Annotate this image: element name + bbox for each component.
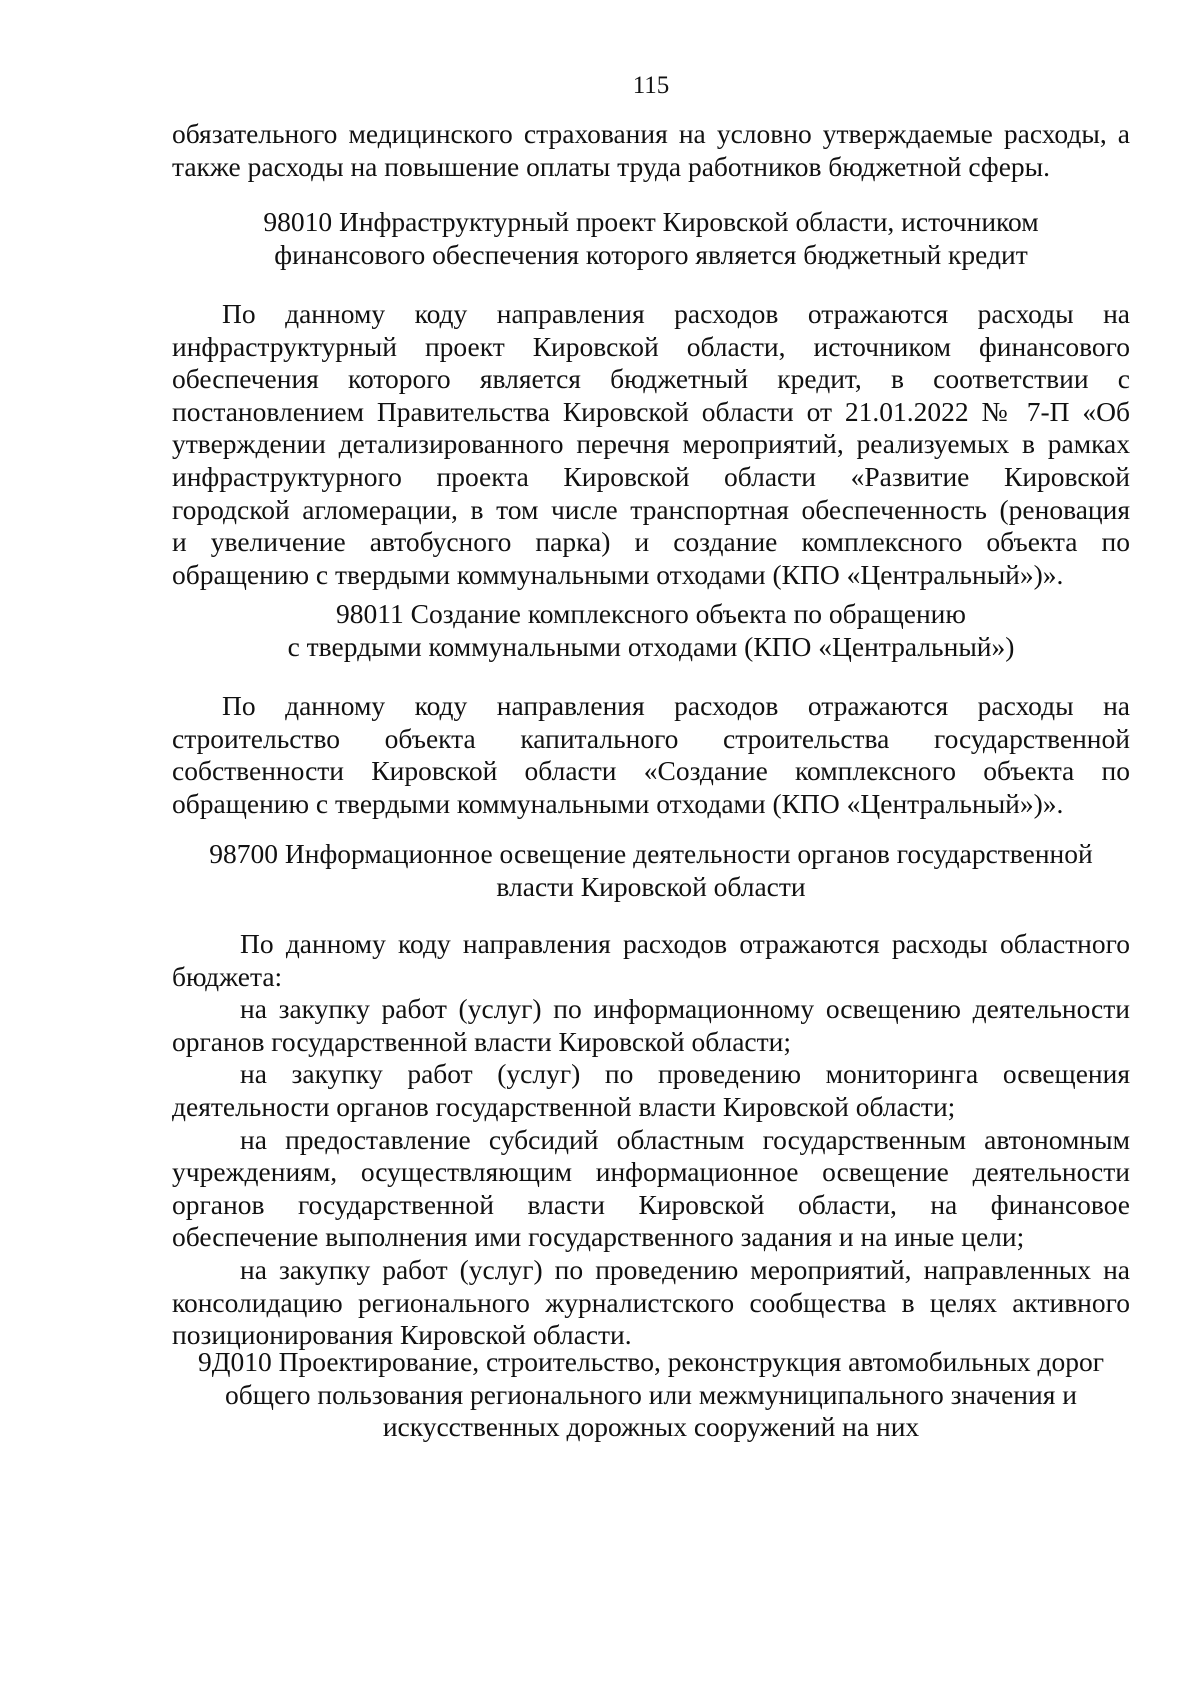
heading-line: с твердыми коммунальными отходами (КПО «Центральный»)	[287, 630, 1015, 662]
text-line: обращению с твердыми коммунальными отходами (КПО «Центральный»)».	[172, 558, 1064, 590]
section-heading-9D010	[172, 1346, 1130, 1444]
text-line: органов государственной власти Кировской области, на финансовое	[172, 1188, 1130, 1220]
section-body-98011	[172, 690, 1130, 820]
section-heading-98700	[172, 838, 1130, 903]
heading-line: искусственных дорожных сооружений на них	[382, 1411, 920, 1443]
text-line: строительство объекта капитального строительства государственной	[172, 722, 1130, 754]
heading-line: 9Д010 Проектирование, строительство, реконструкция автомобильных дорог	[197, 1346, 1105, 1377]
text-line: консолидацию регионального журналистского сообщества в целях активного	[172, 1286, 1130, 1318]
text-line: По данному коду направления расходов отражаются расходы областного	[240, 928, 1130, 959]
text-line: также расходы на повышение оплаты труда работников бюджетной сферы.	[172, 150, 1051, 182]
text-line: инфраструктурный проект Кировской области, источником финансового	[172, 330, 1130, 362]
section-heading-98011	[172, 598, 1130, 663]
page-number: 115	[632, 72, 670, 99]
text-line: обеспечения которого является бюджетный кредит, в соответствии с	[172, 363, 1130, 395]
section-body-98010	[172, 298, 1130, 591]
text-line: и увеличение автобусного парка) и создание комплексного объекта по	[172, 526, 1130, 558]
heading-line: 98700 Информационное освещение деятельности органов государственной	[209, 838, 1093, 869]
text-line: обеспечение выполнения ими государственного задания и на иные цели;	[172, 1221, 1025, 1253]
text-line: По данному коду направления расходов отражаются расходы на	[222, 298, 1130, 329]
heading-line: общего пользования регионального или межмуниципального значения и	[225, 1378, 1077, 1410]
text-line: на закупку работ (услуг) по информационному освещению деятельности	[240, 993, 1130, 1025]
text-line: утверждении детализированного перечня мероприятий, реализуемых в рамках	[172, 428, 1130, 460]
text-line: обращению с твердыми коммунальными отходами (КПО «Центральный»)».	[172, 787, 1064, 819]
text-line: постановлением Правительства Кировской области от 21.01.2022 № 7-П «Об	[172, 395, 1130, 427]
text-line: на предоставление субсидий областным государственным автономным	[240, 1123, 1130, 1155]
text-line: деятельности органов государственной власти Кировской области;	[172, 1090, 956, 1122]
heading-line: 98011 Создание комплексного объекта по обращению	[336, 598, 966, 629]
heading-line: 98010 Инфраструктурный проект Кировской области, источником	[263, 206, 1039, 237]
heading-line: власти Кировской области	[496, 870, 806, 902]
text-line: инфраструктурного проекта Кировской области «Развитие Кировской	[172, 460, 1130, 492]
text-line: городской агломерации, в том числе транспортная обеспеченность (реновация	[172, 493, 1130, 525]
heading-line: финансового обеспечения которого является бюджетный кредит	[274, 238, 1028, 270]
text-line: на закупку работ (услуг) по проведению мониторинга освещения	[240, 1058, 1130, 1090]
section-heading-98010	[172, 206, 1130, 271]
text-line: собственности Кировской области «Создание комплексного объекта по	[172, 755, 1130, 787]
text-line: бюджета:	[172, 960, 283, 992]
text-line: на закупку работ (услуг) по проведению мероприятий, направленных на	[240, 1253, 1130, 1285]
section-body-98700	[172, 928, 1130, 1352]
text-line: органов государственной власти Кировской области;	[172, 1025, 792, 1057]
intro-paragraph	[172, 118, 1130, 183]
text-line: обязательного медицинского страхования на условно утверждаемые расходы, а	[172, 118, 1130, 149]
text-line: учреждениям, осуществляющим информационное освещение деятельности	[172, 1156, 1130, 1188]
text-line: По данному коду направления расходов отражаются расходы на	[222, 690, 1130, 721]
text-line: позиционирования Кировской области.	[172, 1319, 632, 1351]
